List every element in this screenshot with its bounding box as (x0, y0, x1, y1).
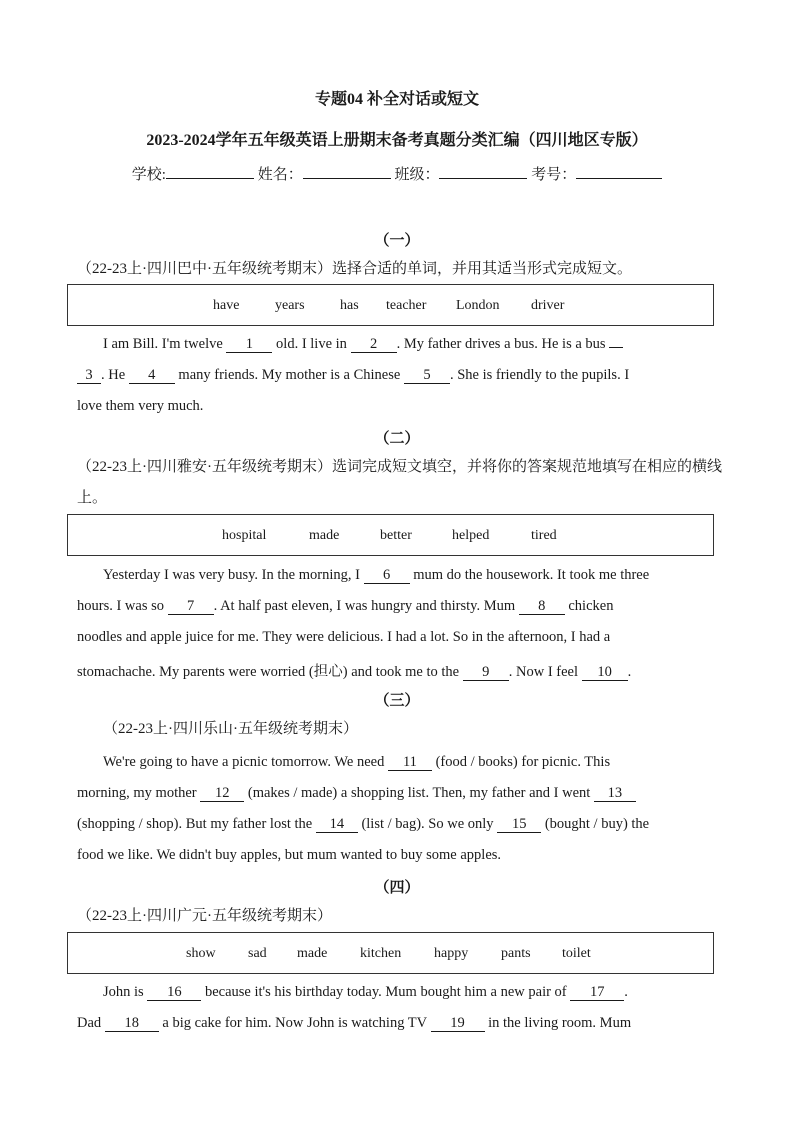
section-1-word-box (67, 284, 714, 326)
exam-number-label: 考号： (531, 167, 577, 183)
answer-blank-18[interactable]: 18 (105, 1016, 159, 1032)
section-2-word-box (67, 514, 714, 556)
answer-blank-17[interactable]: 17 (570, 985, 624, 1001)
section-2-line: noodles and apple juice for me. They were delicious. I had a lot. So in the afternoon, I had a (77, 629, 611, 645)
word-option: made (309, 528, 340, 543)
word-option: teacher (386, 298, 427, 313)
section-4-line: Dad 18 a big cake for him. Now John is watching TV 19 in the living room. Mum (77, 1015, 632, 1031)
word-option: years (275, 298, 305, 313)
section-3-line: (shopping / shop). But my father lost the 14 (list / bag). So we only 15 (bought / buy) the (77, 816, 650, 832)
class-field[interactable] (439, 164, 527, 179)
answer-blank-19[interactable]: 19 (431, 1016, 485, 1032)
answer-blank-10[interactable]: 10 (582, 665, 628, 681)
word-option: driver (531, 298, 565, 313)
word-option: tired (531, 528, 557, 543)
answer-blank-12[interactable]: 12 (200, 786, 244, 802)
section-1-line: I am Bill. I'm twelve 1 old. I live in 2 . My father drives a bus. He is a bus (103, 336, 717, 353)
section-3-line: We're going to have a picnic tomorrow. We need 11 (food / books) for picnic. This (103, 754, 611, 770)
answer-blank-8[interactable]: 8 (519, 599, 565, 615)
word-option: sad (248, 946, 267, 961)
section-3-heading: （三） (374, 693, 420, 709)
answer-blank-5[interactable]: 5 (404, 368, 450, 384)
word-option: has (340, 298, 359, 313)
answer-blank-2[interactable]: 2 (351, 337, 397, 353)
school-label: 学校: (131, 167, 166, 183)
answer-blank-9[interactable]: 9 (463, 665, 509, 681)
word-option: happy (434, 946, 469, 961)
section-2-line: Yesterday I was very busy. In the morning, I 6 mum do the housework. It took me three (103, 567, 650, 583)
section-3-line: morning, my mother 12 (makes / made) a shopping list. Then, my father and I went 13 (77, 785, 717, 802)
page-title: 专题04 补全对话或短文 (314, 91, 479, 108)
section-4-heading: （四） (374, 880, 420, 896)
answer-blank-16[interactable]: 16 (147, 985, 201, 1001)
section-3-source: （22-23上·四川乐山·五年级统考期末） (103, 721, 358, 737)
word-option: show (186, 946, 216, 961)
word-option: helped (452, 528, 490, 543)
exam-number-field[interactable] (576, 164, 662, 179)
section-2-source: （22-23上·四川雅安·五年级统考期末）选词完成短文填空，并将你的答案规范地填写在相应的横线上。 (77, 459, 722, 506)
section-4-source: （22-23上·四川广元·五年级统考期末） (77, 908, 332, 924)
answer-blank-6[interactable]: 6 (364, 568, 410, 584)
word-option: London (456, 298, 500, 313)
section-2-line: hours. I was so 7 . At half past eleven, I was hungry and thirsty. Mum 8 chicken (77, 598, 614, 614)
section-2-line: stomachache. My parents were worried (担心) and took me to the 9 . Now I feel 10 . (77, 664, 632, 680)
section-4-line: John is 16 because it's his birthday today. Mum bought him a new pair of 17 . (103, 984, 628, 1000)
page-subtitle: 2023-2024学年五年级英语上册期末备考真题分类汇编（四川地区专版） (146, 132, 648, 149)
answer-blank-15[interactable]: 15 (497, 817, 541, 833)
class-label: 班级： (394, 167, 440, 183)
answer-blank-3[interactable]: 3 (77, 368, 101, 384)
section-1-line: 3 . He 4 many friends. My mother is a Chinese 5 . She is friendly to the pupils. I (77, 367, 717, 384)
word-option: kitchen (360, 946, 402, 961)
school-field[interactable] (166, 164, 254, 179)
student-info-row (0, 163, 794, 184)
name-field[interactable] (303, 164, 391, 179)
answer-blank-13[interactable]: 13 (594, 786, 636, 802)
section-3-line: food we like. We didn't buy apples, but mum wanted to buy some apples. (77, 847, 502, 863)
word-option: hospital (222, 528, 267, 543)
answer-blank-4[interactable]: 4 (129, 368, 175, 384)
word-option: toilet (562, 946, 591, 961)
answer-blank-14[interactable]: 14 (316, 817, 358, 833)
section-1-source: （22-23上·四川巴中·五年级统考期末）选择合适的单词，并用其适当形式完成短文。 (77, 261, 632, 277)
answer-blank-1[interactable]: 1 (226, 337, 272, 353)
section-1-heading: （一） (374, 233, 420, 249)
word-option: better (380, 528, 412, 543)
answer-blank-7[interactable]: 7 (168, 599, 214, 615)
section-1-line: love them very much. (77, 398, 204, 414)
answer-blank-3-start[interactable] (609, 347, 623, 348)
word-option: made (297, 946, 328, 961)
section-4-word-box (67, 932, 714, 974)
name-label: 姓名： (257, 167, 303, 183)
section-2-heading: （二） (374, 431, 420, 447)
answer-blank-11[interactable]: 11 (388, 755, 432, 771)
word-option: pants (501, 946, 531, 961)
word-option: have (213, 298, 240, 313)
